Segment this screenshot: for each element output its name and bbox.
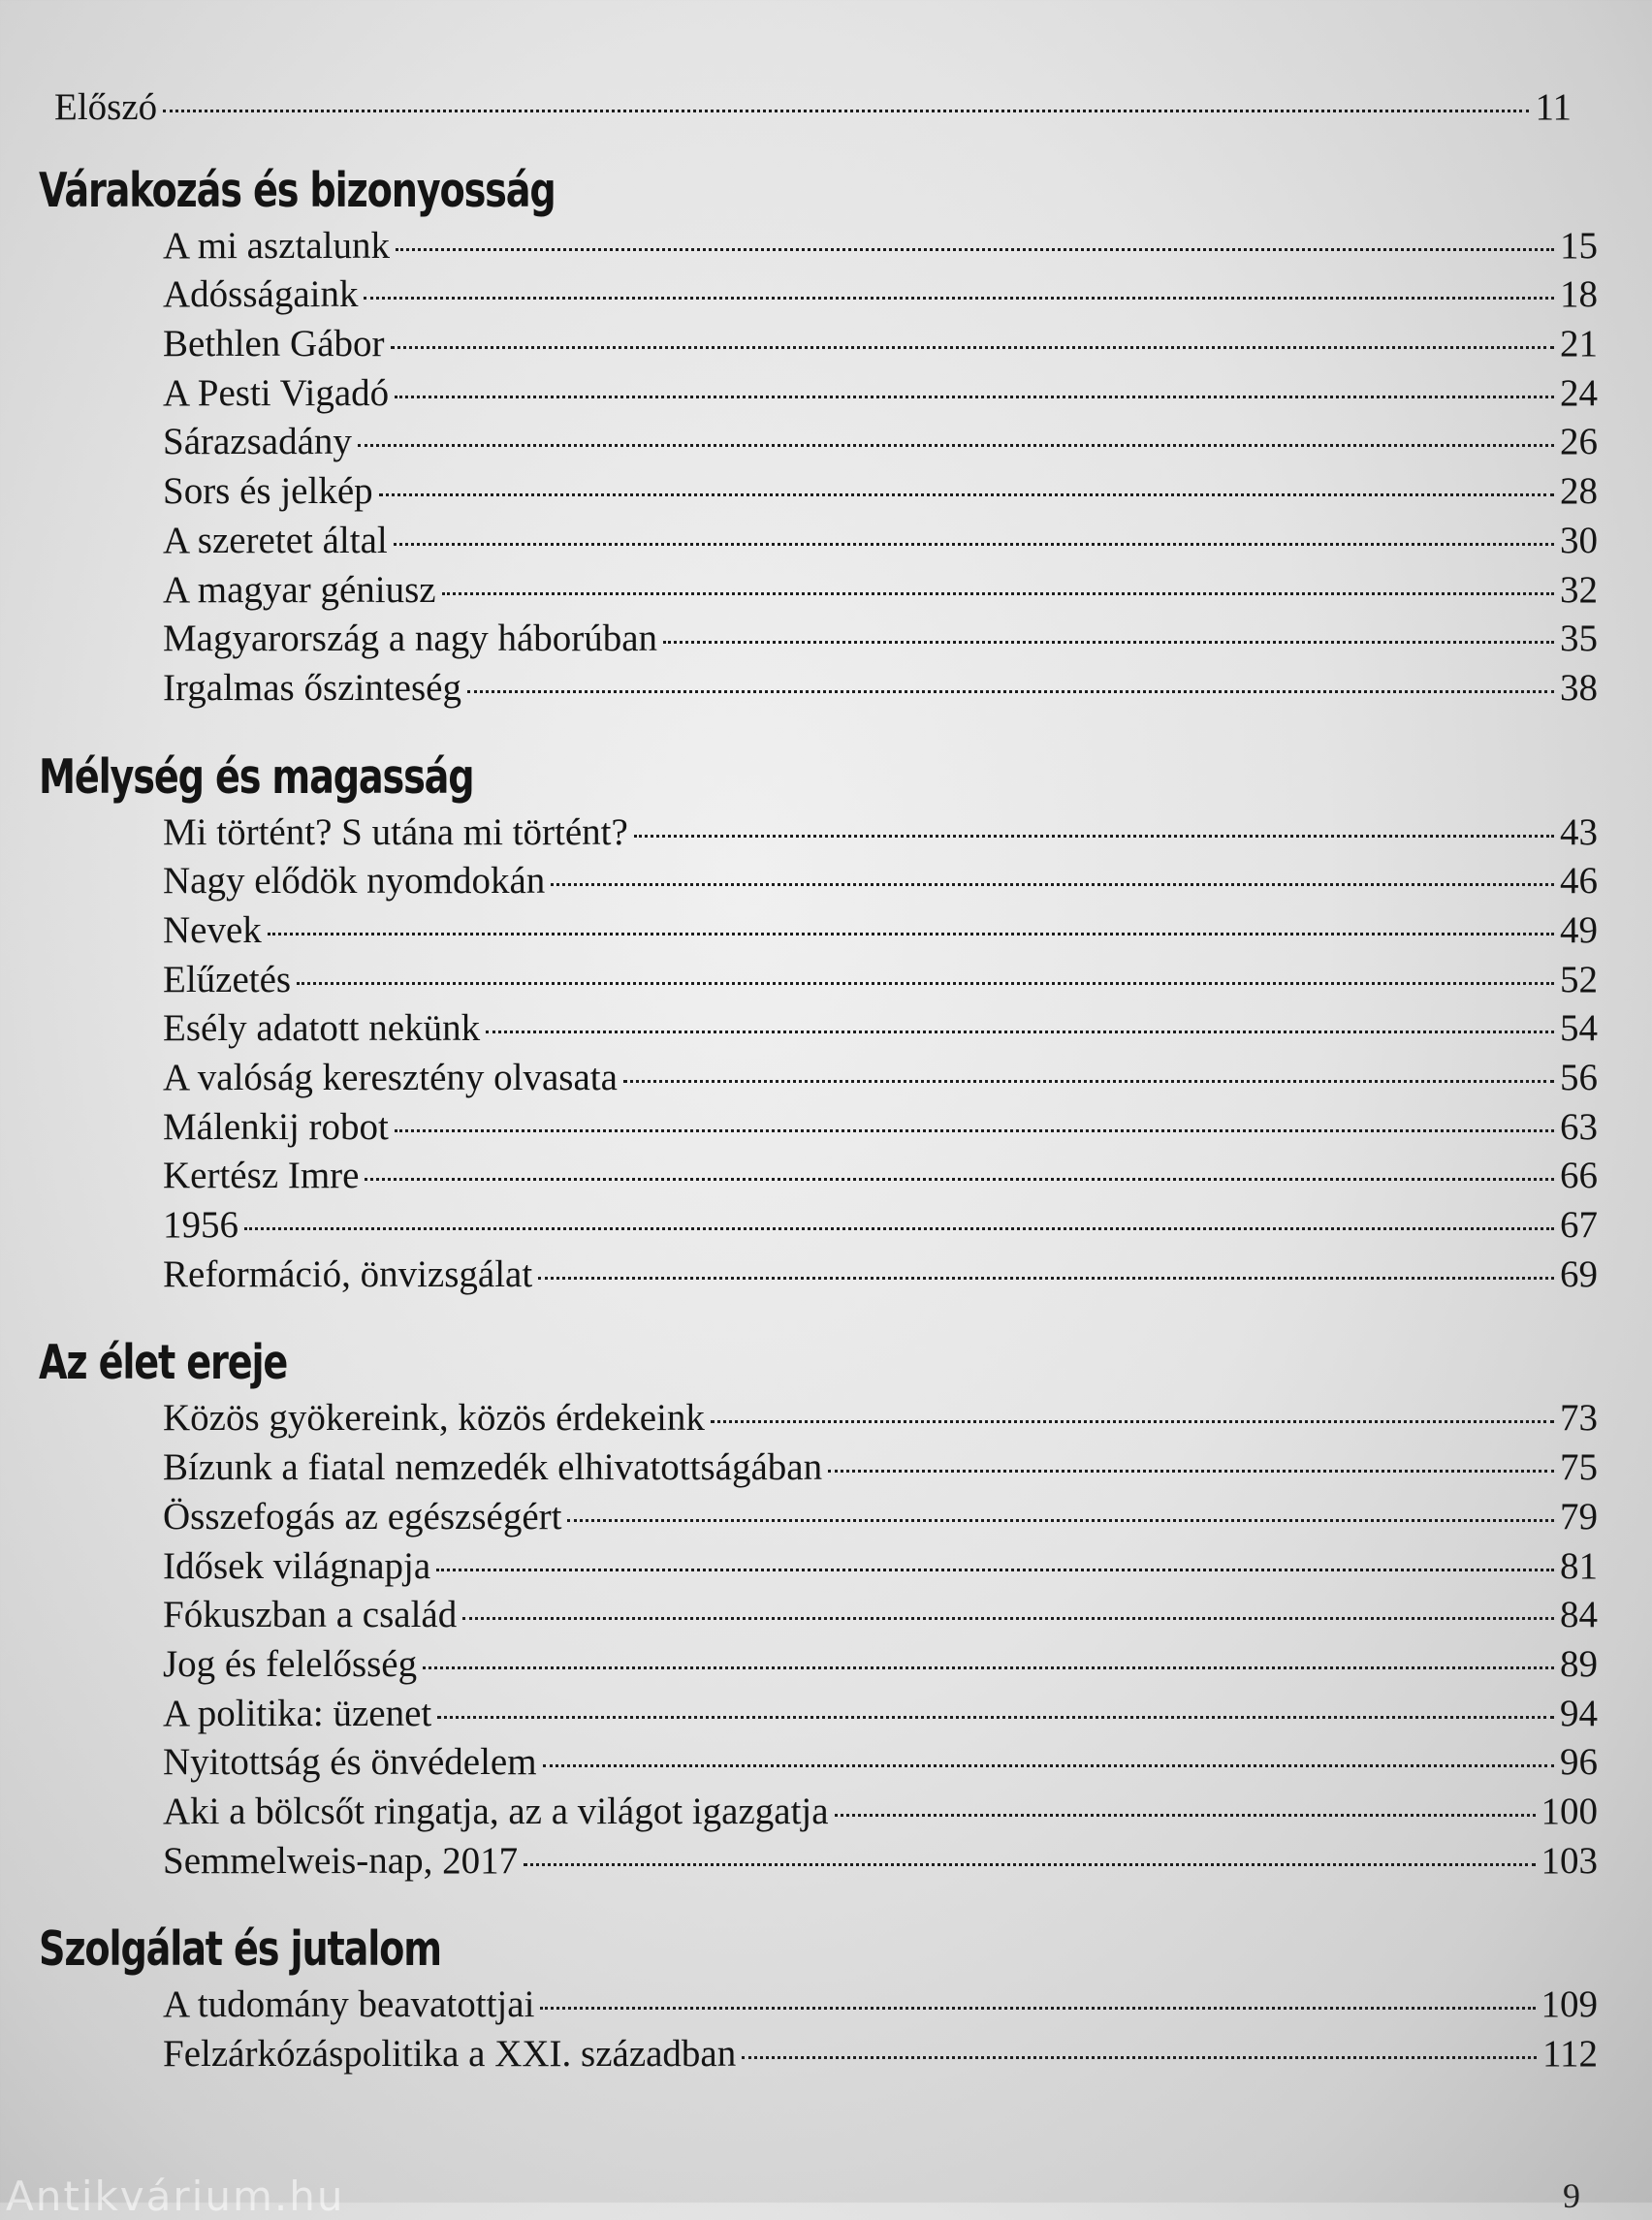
dot-leader — [364, 297, 1554, 300]
toc-entry-title: A politika: üzenet — [163, 1692, 432, 1734]
toc-entry-title: Sárazsadány — [163, 421, 352, 463]
section-entries — [39, 222, 1598, 714]
toc-entry-page: 96 — [1560, 1741, 1598, 1784]
toc-entry-page: 26 — [1560, 421, 1598, 463]
toc-entry — [163, 1004, 1598, 1054]
dot-leader — [623, 1080, 1554, 1083]
toc-entry — [163, 809, 1598, 858]
toc-entry-page: 100 — [1541, 1790, 1598, 1832]
toc-section — [39, 748, 1598, 1300]
toc-entry — [163, 1837, 1598, 1887]
toc-entry — [163, 270, 1598, 320]
toc-entry — [163, 1152, 1598, 1201]
toc-entry — [163, 467, 1598, 517]
dot-leader — [567, 1519, 1554, 1522]
dot-leader — [442, 592, 1554, 595]
toc-entry-page: 69 — [1560, 1253, 1598, 1295]
watermark: Antikvárium.hu — [6, 2172, 345, 2220]
dot-leader — [437, 1716, 1554, 1719]
dot-leader — [634, 835, 1554, 838]
section-entries — [39, 1981, 1598, 2078]
toc-entry — [163, 1394, 1598, 1443]
dot-leader — [551, 883, 1554, 886]
dot-leader — [395, 396, 1554, 398]
toc-entry-page: 66 — [1560, 1155, 1598, 1197]
dot-leader — [543, 1764, 1554, 1767]
toc-entry-page: 89 — [1560, 1642, 1598, 1685]
toc-entry — [163, 1054, 1598, 1103]
dot-leader — [835, 1814, 1536, 1817]
toc-entry-page: 56 — [1560, 1057, 1598, 1098]
dot-leader — [663, 641, 1554, 644]
toc-entry-page: 32 — [1560, 568, 1598, 611]
section-heading: Az élet ereje — [39, 1335, 288, 1391]
toc-entry-title: Bízunk a fiatal nemzedék elhivatottságában — [163, 1446, 823, 1489]
toc-entry — [163, 664, 1598, 714]
toc-entry — [163, 906, 1598, 956]
toc-entry-title: Reformáció, önvizsgálat — [163, 1253, 533, 1295]
dot-leader — [538, 1277, 1554, 1280]
toc-entry-title: Esély adatott nekünk — [163, 1007, 481, 1050]
toc-entry-title: Bethlen Gábor — [163, 323, 385, 365]
toc-entry — [163, 1788, 1598, 1837]
toc-entry-title: Felzárkózáspolitika a XXI. században — [163, 2033, 737, 2075]
toc-entry-title: A valóság keresztény olvasata — [163, 1057, 618, 1098]
toc-entry — [163, 1251, 1598, 1300]
toc-entry-page: 15 — [1560, 224, 1598, 267]
toc-entry-title: A magyar géniusz — [163, 568, 436, 611]
dot-leader — [828, 1470, 1554, 1473]
toc-entry-title: Nyitottság és önvédelem — [163, 1741, 537, 1784]
toc-entry — [163, 1738, 1598, 1788]
dot-leader — [297, 982, 1554, 985]
toc-entry-page: 11 — [1535, 86, 1572, 128]
section-entries — [39, 1394, 1598, 1886]
toc-entry-page: 73 — [1560, 1397, 1598, 1440]
toc-entry-page: 94 — [1560, 1692, 1598, 1734]
toc-entry — [163, 1591, 1598, 1640]
toc-entry-title: Málenkij robot — [163, 1105, 389, 1148]
dot-leader — [268, 933, 1554, 936]
toc-entry-page: 109 — [1541, 1983, 1598, 2026]
toc-entry-title: Mi történt? S utána mi történt? — [163, 810, 628, 853]
toc-entry-title: Közös gyökereink, közös érdekeink — [163, 1397, 705, 1440]
toc-entry-page: 52 — [1560, 958, 1598, 1000]
toc-entry-page: 79 — [1560, 1495, 1598, 1538]
toc-entry — [163, 1981, 1598, 2030]
dot-leader — [244, 1227, 1554, 1230]
toc-entry-title: Nagy elődök nyomdokán — [163, 860, 546, 903]
dot-leader — [391, 346, 1554, 349]
dot-leader — [540, 2007, 1535, 2010]
dot-leader — [436, 1569, 1554, 1571]
toc-entry — [163, 369, 1598, 419]
toc-entry-title: Adósságaink — [163, 273, 359, 316]
toc-entry — [163, 1690, 1598, 1739]
dot-leader — [742, 2056, 1537, 2059]
toc-entry-title: Irgalmas őszinteség — [163, 666, 461, 709]
toc-entry-page: 18 — [1560, 273, 1598, 316]
toc-entry-title: 1956 — [163, 1204, 238, 1247]
toc-entry-page: 49 — [1560, 908, 1598, 951]
dot-leader — [365, 1178, 1554, 1181]
toc-entry-title: A Pesti Vigadó — [163, 371, 390, 414]
toc-section — [39, 162, 1598, 714]
toc-entry-page: 112 — [1541, 2033, 1598, 2075]
section-heading: Szolgálat és jutalom — [39, 1921, 441, 1978]
toc-entry-title: Magyarország a nagy háborúban — [163, 618, 658, 660]
toc-entry-title: Idősek világnapja — [163, 1544, 431, 1587]
toc-entry — [163, 1443, 1598, 1493]
toc-entry-page: 30 — [1560, 519, 1598, 561]
toc-entry-page: 28 — [1560, 470, 1598, 513]
dot-leader — [462, 1617, 1554, 1620]
dot-leader — [396, 248, 1554, 251]
toc-entry-page: 63 — [1560, 1105, 1598, 1148]
toc-entry-title: Kertész Imre — [163, 1155, 360, 1197]
toc-entry-title: Jog és felelősség — [163, 1642, 418, 1685]
toc-entry-page: 43 — [1560, 810, 1598, 853]
toc-entry — [163, 1542, 1598, 1592]
dot-leader — [358, 444, 1554, 447]
toc-entry — [163, 566, 1598, 616]
toc-entry — [163, 1201, 1598, 1251]
toc-entry — [163, 320, 1598, 369]
dot-leader — [395, 1129, 1554, 1132]
toc-entry — [163, 1493, 1598, 1542]
toc-entry-title: Aki a bölcsőt ringatja, az a világot igazgatja — [163, 1790, 829, 1832]
table-of-contents — [39, 83, 1598, 2114]
toc-entry — [163, 418, 1598, 467]
dot-leader — [524, 1863, 1535, 1866]
toc-section — [39, 1920, 1598, 2078]
toc-entry-page: 38 — [1560, 666, 1598, 709]
toc-entry-title: Előszó — [54, 86, 158, 128]
toc-entry — [163, 222, 1598, 271]
dot-leader — [163, 110, 1529, 112]
toc-entry-title: Sors és jelkép — [163, 470, 373, 513]
toc-entry — [163, 1103, 1598, 1153]
toc-entry-page: 46 — [1560, 860, 1598, 903]
toc-entry-title: A tudomány beavatottjai — [163, 1983, 535, 2026]
toc-entry-page: 35 — [1560, 618, 1598, 660]
toc-entry — [163, 956, 1598, 1005]
toc-entry — [163, 1640, 1598, 1690]
toc-entry-title: Fókuszban a család — [163, 1594, 458, 1636]
toc-entry-page: 81 — [1560, 1544, 1598, 1587]
toc-section — [39, 1334, 1598, 1886]
dot-leader — [467, 690, 1554, 693]
toc-entry — [163, 857, 1598, 906]
toc-entry-page: 54 — [1560, 1007, 1598, 1050]
toc-entry-page: 21 — [1560, 323, 1598, 365]
section-heading: Mélység és magasság — [39, 748, 474, 805]
toc-entry-page: 75 — [1560, 1446, 1598, 1489]
dot-leader — [394, 543, 1554, 546]
toc-entry-page: 67 — [1560, 1204, 1598, 1247]
toc-entry-title: Nevek — [163, 908, 262, 951]
toc-entry — [163, 2030, 1598, 2079]
section-entries — [39, 809, 1598, 1300]
page-number: 9 — [1563, 2176, 1580, 2215]
dot-leader — [711, 1420, 1554, 1423]
dot-leader — [423, 1666, 1554, 1669]
toc-entry — [163, 517, 1598, 566]
toc-entry-title: Semmelweis-nap, 2017 — [163, 1839, 519, 1882]
dot-leader — [379, 493, 1554, 496]
toc-entry — [163, 615, 1598, 664]
dot-leader — [486, 1031, 1554, 1033]
toc-entry-page: 84 — [1560, 1594, 1598, 1636]
toc-entry-page: 103 — [1541, 1839, 1598, 1882]
toc-entry-page: 24 — [1560, 371, 1598, 414]
toc-entry-title: A szeretet által — [163, 519, 388, 561]
section-heading: Várakozás és bizonyosság — [39, 162, 556, 218]
toc-entry-foreword — [39, 83, 1572, 133]
toc-entry-title: A mi asztalunk — [163, 224, 390, 267]
toc-entry-title: Elűzetés — [163, 958, 292, 1000]
toc-entry-title: Összefogás az egészségért — [163, 1495, 562, 1538]
